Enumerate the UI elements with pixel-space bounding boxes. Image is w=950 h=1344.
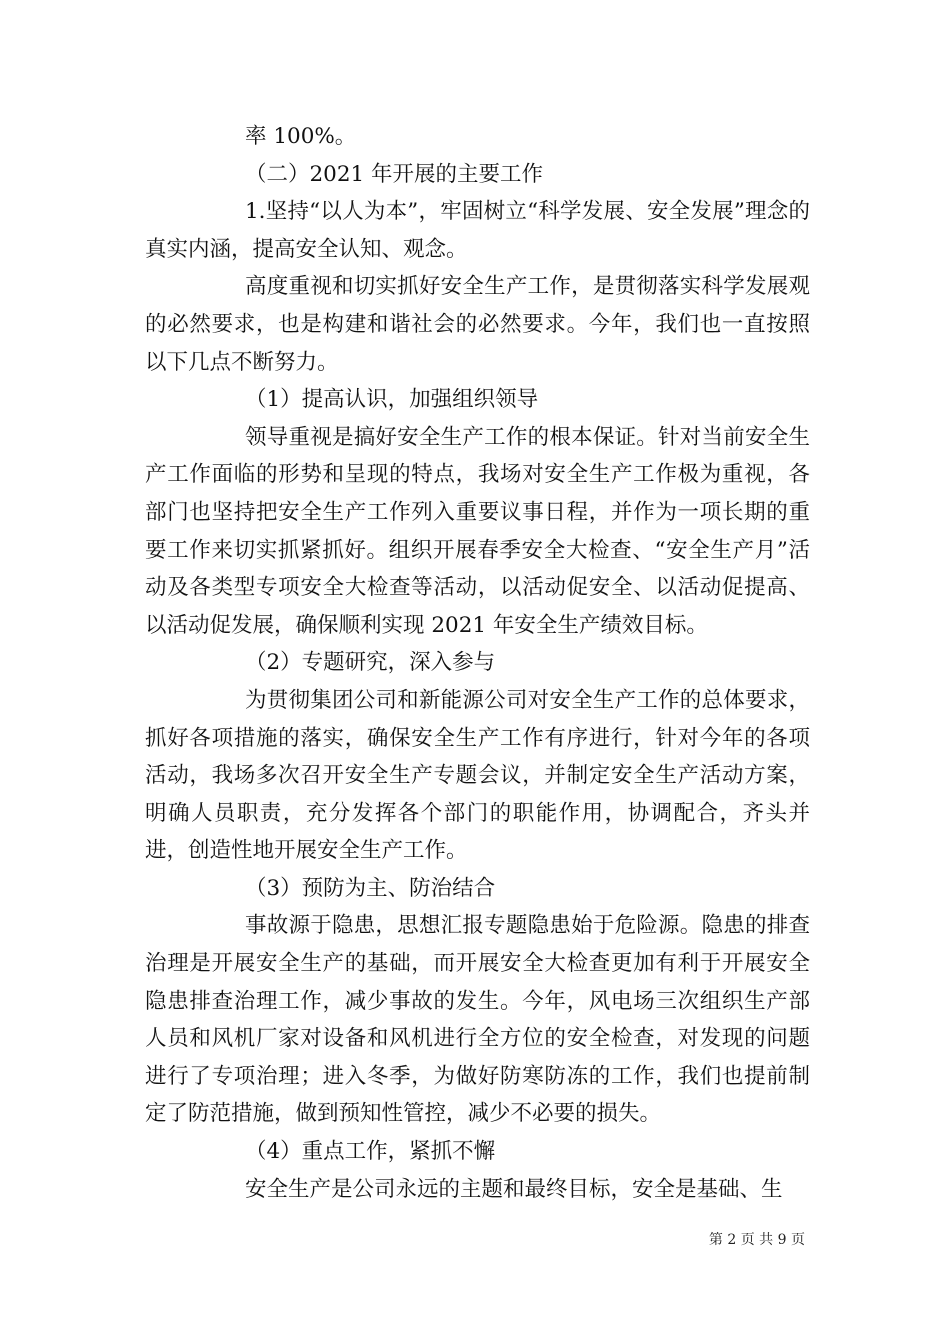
subheading-2: （2）专题研究，深入参与 <box>245 650 496 676</box>
subheading-1: （1）提高认识，加强组织领导 <box>245 387 539 413</box>
paragraph-rate: 率 100%。 <box>245 124 357 149</box>
subheading-3: （3）预防为主、防治结合 <box>245 875 496 901</box>
subheading-4: （4）重点工作，紧抓不懈 <box>245 1139 496 1165</box>
paragraph-people-first: 1.坚持“以人为本”，牢固树立“科学发展、安全发展”理念的真实内涵，提高安全认知、观念。 <box>145 199 810 262</box>
paragraph-special-research: 为贯彻集团公司和新能源公司对安全生产工作的总体要求，抓好各项措施的落实，确保安全生产工作有序进行，针对今年的各项活动，我场多次召开安全生产专题会议，并制定安全生产活动方案，明确人员职责，充分发挥各个部门的职能作用，协调配合，齐头并进，创造性地开展安全生产工作。 <box>145 687 810 864</box>
paragraph-leadership: 领导重视是搞好安全生产工作的根本保证。针对当前安全生产工作面临的形势和呈现的特点，我场对安全生产工作极为重视，各部门也坚持把安全生产工作列入重要议事日程，并作为一项长期的重要工作来切实抓紧抓好。组织开展春季安全大检查、“安全生产月”活动及各类型专项安全大检查等活动，以活动促安全、以活动促提高、以活动促发展，确保顺利实现 2021 年安全生产绩效目标。 <box>145 424 810 638</box>
paragraph-prevention: 事故源于隐患，思想汇报专题隐患始于危险源。隐患的排查治理是开展安全生产的基础，而开展安全大检查更加有利于开展安全隐患排查治理工作，减少事故的发生。今年，风电场三次组织生产部人员和风机厂家对设备和风机进行全方位的安全检查，对发现的问题进行了专项治理；进入冬季，为做好防寒防冻的工作，我们也提前制定了防范措施，做到预知性管控，减少不必要的损失。 <box>145 913 810 1127</box>
paragraph-key-work: 安全生产是公司永远的主题和最终目标，安全是基础、生 <box>245 1176 783 1202</box>
page-number-footer: 第 2 页 共 9 页 <box>708 1232 805 1248</box>
paragraph-importance: 高度重视和切实抓好安全生产工作，是贯彻落实科学发展观的必然要求，也是构建和谐社会的必然要求。今年，我们也一直按照以下几点不断努力。 <box>145 274 810 375</box>
document-body <box>145 118 810 1208</box>
section-heading-2021-work: （二）2021 年开展的主要工作 <box>245 161 544 187</box>
